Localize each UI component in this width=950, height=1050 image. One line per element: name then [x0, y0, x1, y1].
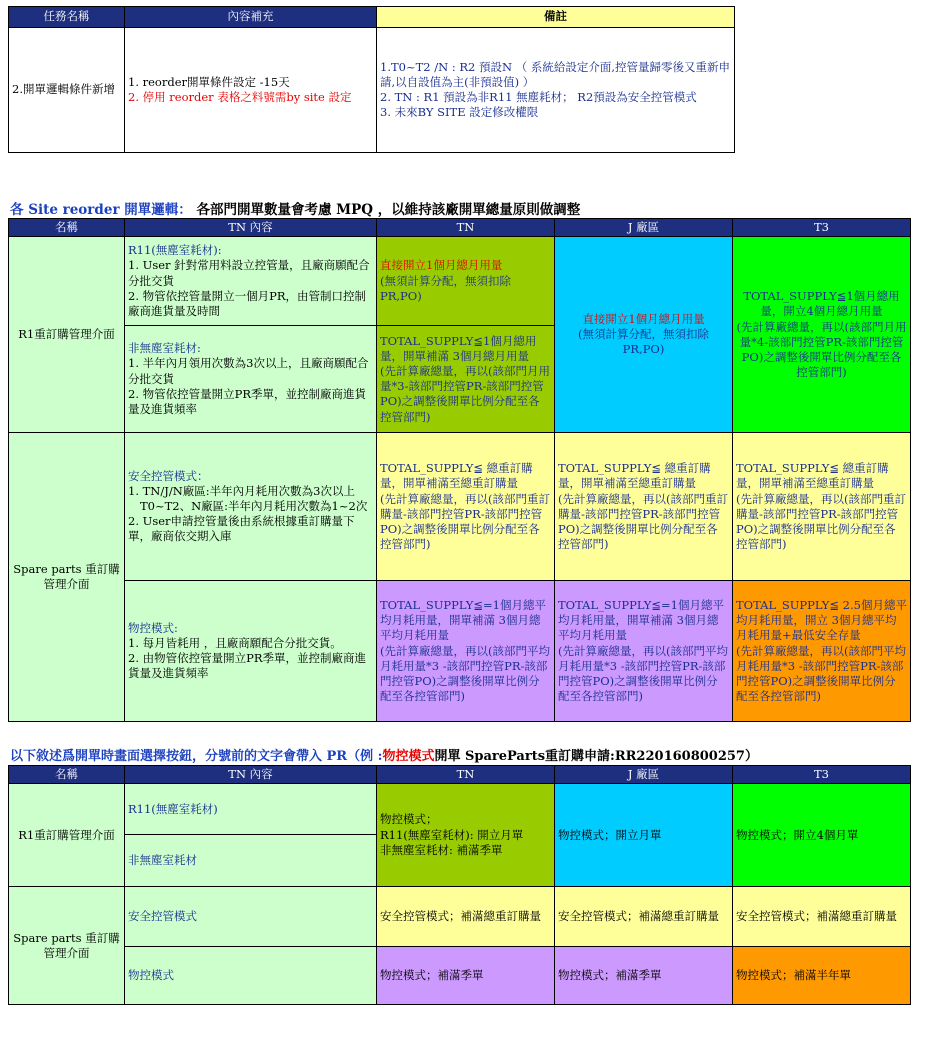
s2-header-name: 名稱 [9, 766, 125, 784]
task-table [8, 6, 735, 153]
sp-a-t3-cell: TOTAL_SUPPLY≦ 總重訂購量，開單補滿至總重訂購量 (先計算廠總量，再以(該部門重訂購量-該部門控管PR-該部門控管PO)之調整後開單比例分配至各控管部門) [733, 433, 911, 581]
s1-header-t3: T3 [733, 219, 911, 237]
button-text-table [8, 765, 911, 1005]
content-cell: 1. reorder開單條件設定 -15天 2. 停用 reorder 表格之料號需by site 設定 [125, 28, 377, 153]
r1-a-tn-cell: 直接開立1個月總月用量 (無須計算分配，無須扣除PR,PO) [377, 237, 555, 326]
notes-cell: 1.T0~T2 /N : R2 預設N （ 系統給設定介面,控管量歸零後又重新申請,以自設值為主(非預設值) ） 2. TN : R1 預設為非R11 無塵耗材； R2預設為安全控管模式 3. 未來BY SITE 設定修改權限 [377, 28, 735, 153]
s2-sp-b-t3-cell: 物控模式；補滿半年單 [733, 947, 911, 1005]
sp-b-content-cell: 物控模式: 1. 每月皆耗用 ，且廠商願配合分批交貨。 2. 由物管依控管量開立PR季單，並控制廠商進貨量及進貨頻率 [125, 581, 377, 722]
s2-r1-j-cell: 物控模式；開立月單 [555, 784, 733, 887]
r1-b-tn-cell: TOTAL_SUPPLY≦1個月總用量，開單補滿 3個月總月用量 (先計算廠總量，再以(該部門月用量*3-該部門控管PR-該部門控管PO)之調整後開單比例分配至各控管部門) [377, 326, 555, 433]
sp-a-j-cell: TOTAL_SUPPLY≦ 總重訂購量，開單補滿至總重訂購量 (先計算廠總量，再以(該部門重訂購量-該部門控管PR-該部門控管PO)之調整後開單比例分配至各控管部門) [555, 433, 733, 581]
s2-sp-name-cell: Spare parts 重訂購管理介面 [9, 887, 125, 1005]
s2-header-j: J 廠區 [555, 766, 733, 784]
r1-j-cell: 直接開立1個月總月用量 (無須計算分配，無須扣除PR,PO) [555, 237, 733, 433]
s2-sp-a-j-cell: 安全控管模式；補滿總重訂購量 [555, 887, 733, 947]
s2-sp-b-cell: 物控模式 [125, 947, 377, 1005]
sp-a-content-cell: 安全控管模式： 1. TN/J/N廠區:半年內月耗用次數為3次以上 T0~T2、N廠區:半年內月耗用次數為1~2次 2. User申請控管量後由系統根據重訂購量下單，廠商依交期入庫 [125, 433, 377, 581]
task-name-cell: 2.開單邏輯條件新增 [9, 28, 125, 153]
s2-sp-b-j-cell: 物控模式；補滿季單 [555, 947, 733, 1005]
s2-r1-t3-cell: 物控模式；開立4個月單 [733, 784, 911, 887]
sp-a-tn-cell: TOTAL_SUPPLY≦ 總重訂購量，開單補滿至總重訂購量 (先計算廠總量，再以(該部門重訂購量-該部門控管PR-該部門控管PO)之調整後開單比例分配至各控管部門) [377, 433, 555, 581]
s2-r1-name-cell: R1重訂購管理介面 [9, 784, 125, 887]
s1-header-tn: TN [377, 219, 555, 237]
r1-t3-cell: TOTAL_SUPPLY≦1個月總用量，開立4個月總月用量 (先計算廠總量，再以(該部門月用量*4-該部門控管PR-該部門控管PO)之調整後開單比例分配至各控管部門) [733, 237, 911, 433]
s2-sp-a-tn-cell: 安全控管模式；補滿總重訂購量 [377, 887, 555, 947]
s2-r1-tn-cell: 物控模式； R11(無塵室耗材): 開立月單 非無塵室耗材: 補滿季單 [377, 784, 555, 887]
s2-sp-a-cell: 安全控管模式 [125, 887, 377, 947]
s2-r1-b-cell: 非無塵室耗材 [125, 835, 377, 887]
s1-header-name: 名稱 [9, 219, 125, 237]
r1-name-cell: R1重訂購管理介面 [9, 237, 125, 433]
s2-sp-b-tn-cell: 物控模式；補滿季單 [377, 947, 555, 1005]
header-notes: 備註 [377, 7, 735, 28]
reorder-logic-table [8, 218, 911, 722]
s2-header-tn: TN [377, 766, 555, 784]
s2-sp-a-t3-cell: 安全控管模式；補滿總重訂購量 [733, 887, 911, 947]
s1-header-tn-content: TN 內容 [125, 219, 377, 237]
sp-b-tn-cell: TOTAL_SUPPLY≦=1個月總平均月耗用量，開單補滿 3個月總平均月耗用量 (先計算廠總量，再以(該部門平均月耗用量*3 -該部門控管PR-該部門控管PO)之調整後開單比例分配至各控管部門) [377, 581, 555, 722]
header-content: 內容補充 [125, 7, 377, 28]
s2-header-tn-content: TN 內容 [125, 766, 377, 784]
sp-b-t3-cell: TOTAL_SUPPLY≦ 2.5個月總平均月耗用量，開立 3個月總平均月耗用量+最低安全存量 (先計算廠總量，再以(該部門平均月耗用量*3 -該部門控管PR-該部門控管PO)之調整後開單比例分配至各控管部門) [733, 581, 911, 722]
header-task-name: 任務名稱 [9, 7, 125, 28]
sp-name-cell: Spare parts 重訂購管理介面 [9, 433, 125, 722]
sp-b-j-cell: TOTAL_SUPPLY≦=1個月總平均月耗用量，開單補滿 3個月總平均月耗用量 (先計算廠總量，再以(該部門平均月耗用量*3 -該部門控管PR-該部門控管PO)之調整後開單比例分配至各控管部門) [555, 581, 733, 722]
section2-title: 以下敘述爲開單時畫面選擇按鈕，分號前的文字會帶入 PR（例 :物控模式開單 SpareParts重訂購申請:RR220160800257） [10, 749, 758, 764]
section1-title: 各 Site reorder 開單邏輯： 各部門開單數量會考慮 MPQ ，以維持該廠開單總量原則做調整 [10, 202, 581, 218]
s2-r1-a-cell: R11(無塵室耗材) [125, 784, 377, 835]
r1-a-content-cell: R11(無塵室耗材): 1. User 針對常用料設立控管量，且廠商願配合分批交貨 2. 物管依控管量開立一個月PR，由管制口控制廠商進貨量及時間 [125, 237, 377, 326]
s2-header-t3: T3 [733, 766, 911, 784]
r1-b-content-cell: 非無塵室耗材: 1. 半年內月領用次數為3次以上，且廠商願配合分批交貨 2. 物管依控管量開立PR季單，並控制廠商進貨量及進貨頻率 [125, 326, 377, 433]
s1-header-j: J 廠區 [555, 219, 733, 237]
